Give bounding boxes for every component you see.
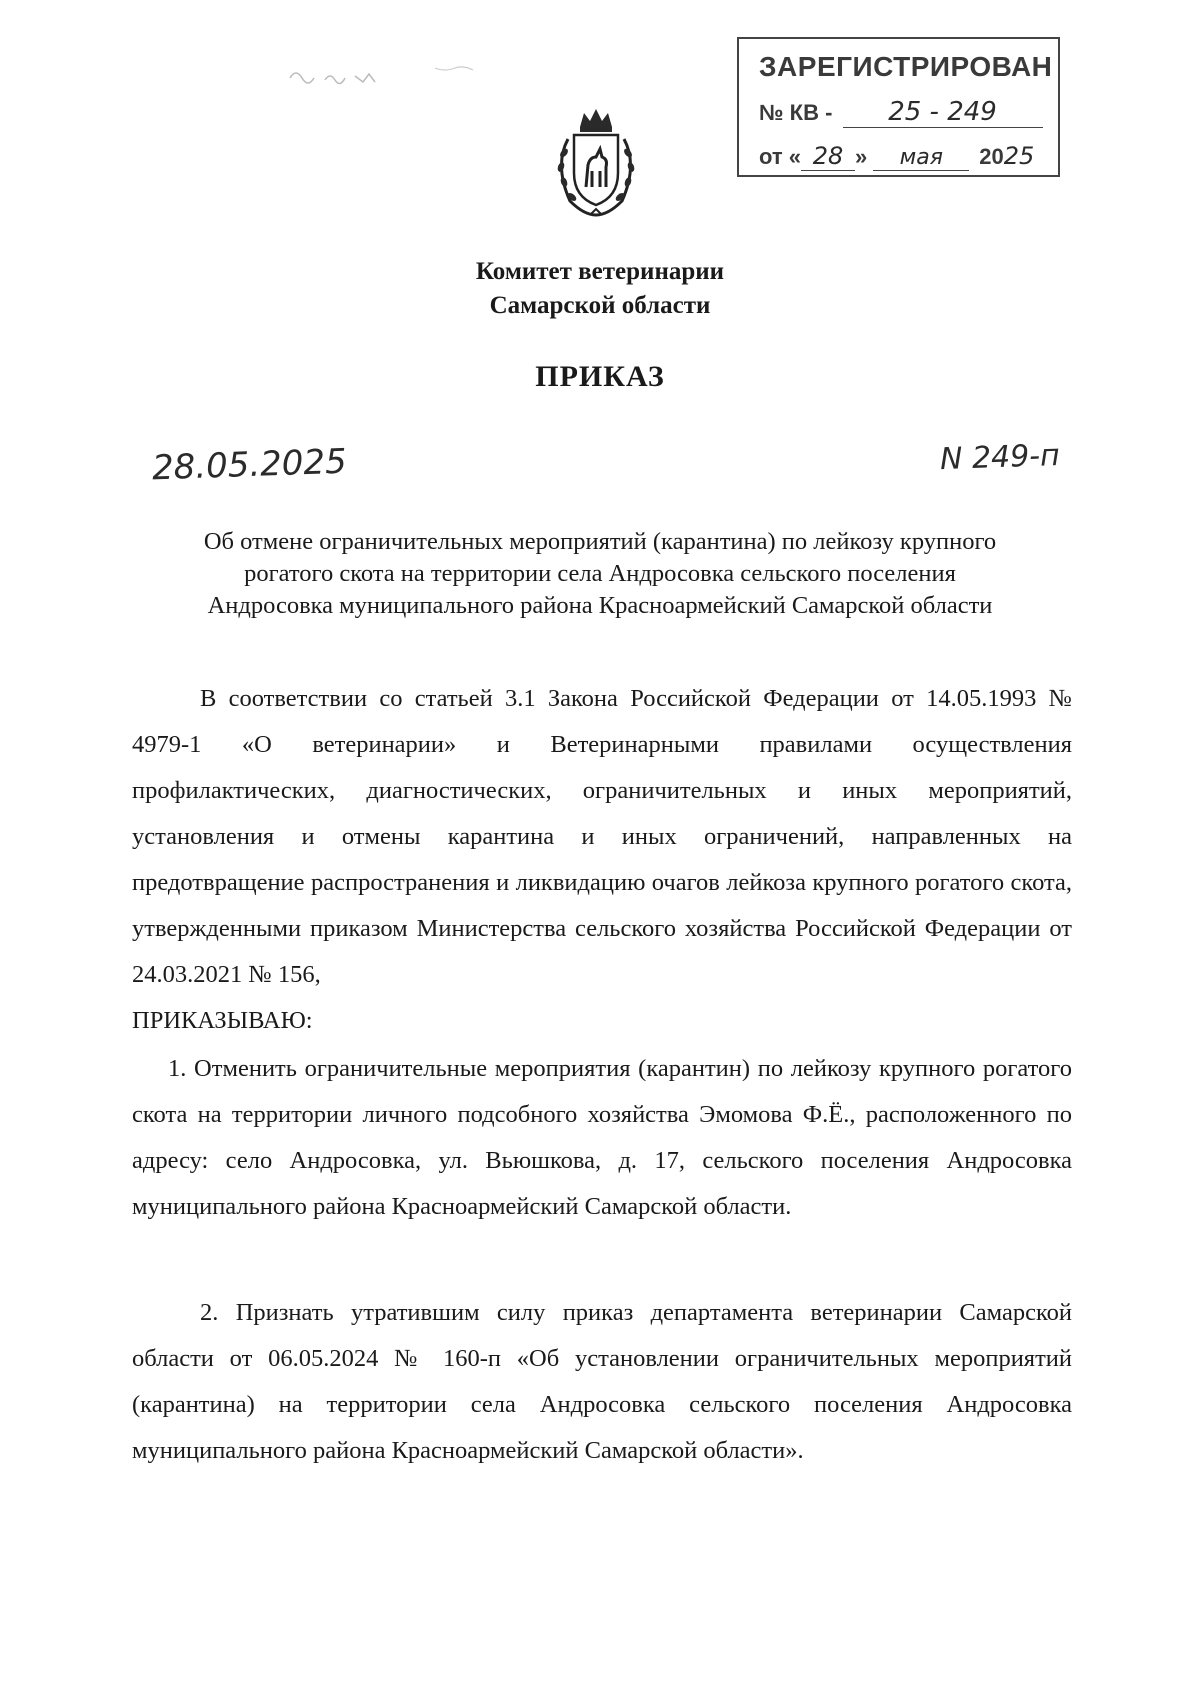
organization-name-line2: Самарской области — [489, 292, 711, 319]
order-item-1 — [132, 1046, 1072, 1230]
stamp-title: ЗАРЕГИСТРИРОВАН — [759, 51, 1053, 82]
subject-line-2: рогатого скота на территории села Андросовка сельского поселения — [244, 560, 956, 587]
document-type-title: ПРИКАЗ — [535, 360, 665, 393]
command-word: ПРИКАЗЫВАЮ: — [132, 1007, 313, 1034]
scribble-mark — [285, 58, 485, 98]
stamp-day: 28 — [801, 142, 855, 171]
stamp-month: мая — [873, 145, 969, 171]
organization-name-line1: Комитет ветеринарии — [475, 258, 725, 285]
handwritten-order-number: N 249-п — [939, 437, 1061, 478]
stamp-reg-prefix: № КВ - — [759, 100, 833, 125]
stamp-year-prefix: 20 — [979, 144, 1004, 169]
stamp-date-prefix: от « — [759, 144, 802, 169]
subject-line-1: Об отмене ограничительных мероприятий (карантина) по лейкозу крупного — [203, 528, 997, 555]
preamble-paragraph: В соответствии со статьей 3.1 Закона Российской Федерации от 14.05.1993 № 4979-1 «О ветеринарии» и Ветеринарными правилами осуществления профилактических, диагностических, ограничительных и иных мероприятий, установления и отмены карантина и иных ограничений, направленных на предотвращение распространения и ликвидацию очагов лейкоза крупного рогатого скота, утвержденными приказом Министерства сельского хозяйства Российской Федерации от 24.03.2021 № 156, — [132, 685, 1072, 988]
order-subject — [110, 526, 1090, 622]
stamp-day-close: » — [855, 144, 868, 169]
stamp-year-suffix: 25 — [1003, 142, 1035, 170]
stamp-reg-number: 25 - 249 — [843, 97, 1043, 128]
stamp-date-row — [759, 142, 1034, 171]
order-item-1-text: 1. Отменить ограничительные мероприятия (карантин) по лейкозу крупного рогатого скота на территории личного подсобного хозяйства Эмомова Ф.Ё., расположенного по адресу: село Андросовка, ул. Вьюшкова, д. 17, сельского поселения Андросовка муниципального района Красноармейский Самарской области. — [132, 1055, 1072, 1220]
order-item-2 — [132, 1290, 1072, 1474]
handwritten-date: 28.05.2025 — [151, 441, 348, 489]
coat-of-arms-icon — [540, 105, 652, 223]
stamp-reg-row — [759, 97, 1043, 128]
registration-stamp — [737, 37, 1060, 177]
subject-line-3: Андросовка муниципального района Красноармейский Самарской области — [207, 592, 993, 619]
order-item-2-text: 2. Признать утратившим силу приказ департамента ветеринарии Самарской области от 06.05.2024 № 160-п «Об установлении ограничительных мероприятий (карантина) на территории села Андросовка сельского поселения Андросовка муниципального района Красноармейский Самарской области». — [132, 1299, 1072, 1464]
preamble-block — [132, 676, 1072, 1044]
